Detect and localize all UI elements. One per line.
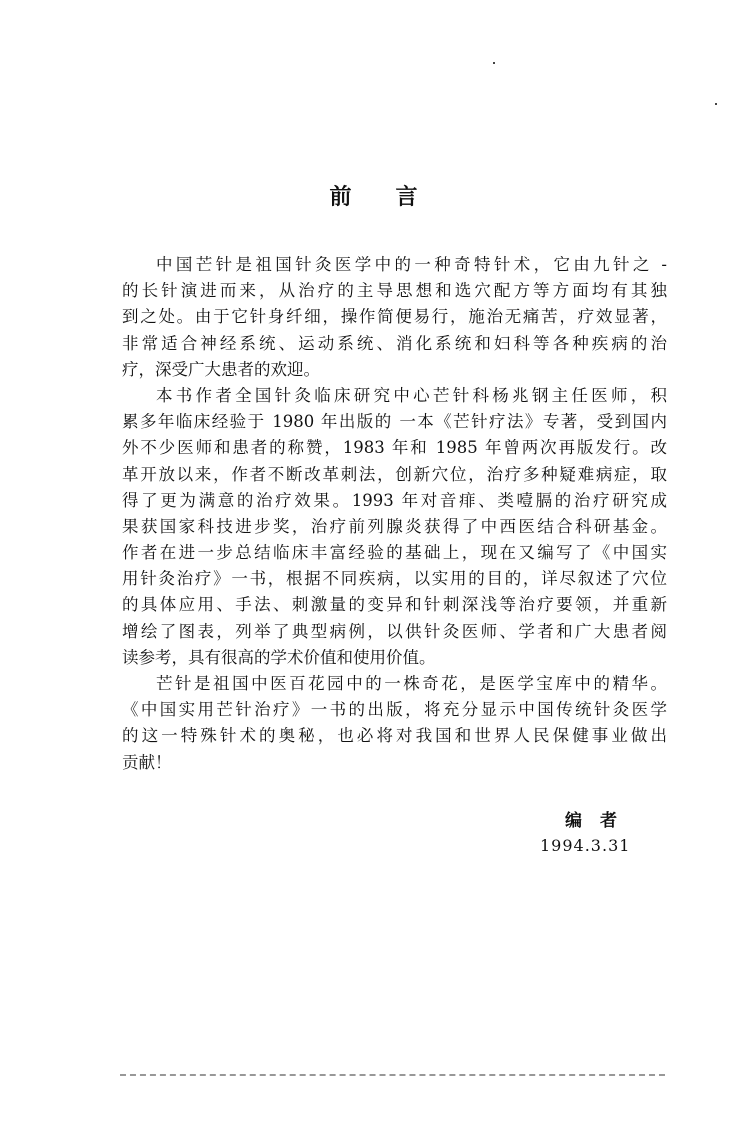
text-line: 作者在进一步总结临床丰富经验的基础上，现在又编写了《中国实 [122, 543, 667, 563]
text-line: 的长针演进而来，从治疗的主导思想和选穴配方等方面均有其独 [122, 281, 667, 301]
text-line: 的这一特殊针术的奥秘，也必将对我国和世界人民保健事业做出 [122, 726, 667, 746]
date: 1994.3.31 [540, 836, 631, 855]
text-line: 非常适合神经系统、运动系统、消化系统和妇科等各种疾病的治 [122, 333, 667, 353]
text-line: 累多年临床经验于 1980 年出版的 一本《芒针疗法》专著，受到国内 [122, 412, 667, 432]
text-line: 外不少医师和患者的称赞，1983 年和 1985 年曾两次再版发行。改 [122, 438, 667, 458]
scan-speck [715, 103, 717, 105]
text-line: 贡献！ [122, 752, 172, 772]
text-line: 用针灸治疗》一书，根据不同疾病，以实用的目的，详尽叙述了穴位 [122, 569, 667, 589]
text-line: 革开放以来，作者不断改革刺法，创新穴位，治疗多种疑难病症，取 [122, 464, 667, 484]
text-line: 读参考，具有很高的学术价值和使用价值。 [122, 647, 436, 667]
page-title: 前言 [329, 185, 462, 210]
text-line: 增绘了图表，列举了典型病例，以供针灸医师、学者和广大患者阅 [122, 621, 667, 641]
text-line: 中国芒针是祖国针灸医学中的一种奇特针术，它由九针之 - [156, 255, 667, 274]
text-line: 得了更为满意的治疗效果。1993 年对音痱、类噎膈的治疗研究成 [122, 490, 667, 510]
text-line: 的具体应用、手法、刺激量的变异和针刺深浅等治疗要领，并重新 [122, 595, 667, 615]
preface-body [122, 252, 667, 776]
text-line: 本书作者全国针灸临床研究中心芒针科杨兆钢主任医师，积 [156, 385, 667, 405]
text-line: 芒针是祖国中医百花园中的一株奇花，是医学宝库中的精华。 [156, 674, 667, 693]
text-line: 疗，深受广大患者的欢迎。 [122, 359, 320, 379]
text-line: 《中国实用芒针治疗》一书的出版，将充分显示中国传统针灸医学 [122, 700, 667, 720]
signature: 编者 [565, 811, 635, 831]
scan-edge-line [120, 1074, 665, 1076]
text-line: 果获国家科技进步奖，治疗前列腺炎获得了中西医结合科研基金。 [122, 516, 667, 536]
text-line: 到之处。由于它针身纤细，操作简便易行，施治无痛苦，疗效显著， [122, 307, 667, 327]
scan-speck [493, 62, 495, 64]
